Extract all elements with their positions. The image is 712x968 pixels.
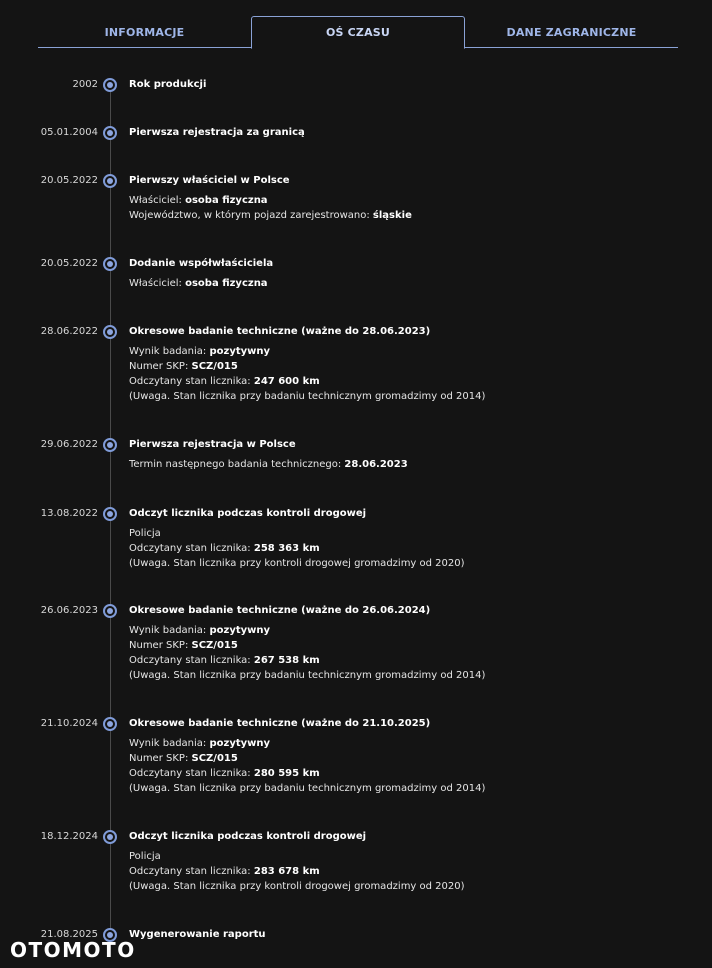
event-detail [129, 753, 238, 764]
event-detail [129, 851, 161, 862]
event-date: 29.06.2022 [40, 439, 98, 450]
tab-informacje[interactable]: INFORMACJE [104, 25, 185, 39]
detail-label: Wynik badania: [129, 625, 210, 636]
detail-value: pozytywny [209, 738, 271, 749]
event-detail [129, 670, 485, 681]
detail-label: (Uwaga. Stan licznika przy kontroli drogowej gromadzimy od 2020) [129, 881, 465, 892]
event-detail [129, 738, 270, 749]
event-title: Pierwsza rejestracja w Polsce [129, 439, 296, 450]
event-title: Okresowe badanie techniczne (ważne do 28.06.2023) [129, 326, 431, 337]
detail-value: pozytywny [209, 625, 271, 636]
detail-value: śląskie [372, 210, 412, 221]
detail-value: 28.06.2023 [344, 459, 408, 470]
timeline-dot-icon [103, 325, 117, 339]
event-detail [129, 768, 320, 779]
event-detail [129, 528, 161, 539]
timeline-dot-icon [103, 604, 117, 618]
detail-label: Właściciel: [129, 195, 186, 206]
event-title: Pierwsza rejestracja za granicą [129, 127, 305, 138]
detail-label: Odczytany stan licznika: [129, 768, 254, 779]
detail-label: Termin następnego badania technicznego: [129, 459, 345, 470]
event-detail [129, 210, 412, 221]
timeline-dot-icon [103, 830, 117, 844]
detail-value: osoba fizyczna [185, 195, 268, 206]
event-detail [129, 361, 238, 372]
event-title: Dodanie współwłaściciela [129, 258, 274, 269]
event-date: 2002 [72, 79, 98, 90]
detail-label: (Uwaga. Stan licznika przy kontroli drogowej gromadzimy od 2020) [129, 558, 465, 569]
tab-dane-zagraniczne[interactable]: DANE ZAGRANICZNE [506, 25, 637, 39]
detail-label: Wynik badania: [129, 738, 210, 749]
event-title: Wygenerowanie raportu [129, 929, 266, 940]
detail-value: SCZ/015 [191, 640, 238, 651]
event-date: 20.05.2022 [40, 175, 98, 186]
timeline-dot-icon [103, 507, 117, 521]
event-date: 05.01.2004 [40, 127, 98, 138]
detail-label: (Uwaga. Stan licznika przy badaniu technicznym gromadzimy od 2014) [129, 670, 486, 681]
detail-value: SCZ/015 [191, 753, 238, 764]
detail-label: Policja [129, 528, 161, 539]
event-date: 21.10.2024 [40, 718, 98, 729]
detail-label: Policja [129, 851, 161, 862]
detail-value: pozytywny [209, 346, 271, 357]
detail-label: Odczytany stan licznika: [129, 543, 254, 554]
event-detail [129, 391, 485, 402]
detail-label: Województwo, w którym pojazd zarejestrowano: [129, 210, 373, 221]
tab-os-czasu[interactable]: OŚ CZASU [251, 16, 465, 49]
event-detail [129, 783, 485, 794]
event-detail [129, 459, 408, 470]
detail-label: Numer SKP: [129, 361, 192, 372]
detail-label: Właściciel: [129, 278, 186, 289]
event-title: Rok produkcji [129, 79, 207, 90]
otomoto-logo: OTOMOTO [10, 938, 136, 962]
detail-value: 258 363 km [253, 543, 320, 554]
timeline-dot-icon [103, 717, 117, 731]
detail-label: Odczytany stan licznika: [129, 866, 254, 877]
timeline-dot-icon [103, 438, 117, 452]
event-detail [129, 655, 320, 666]
detail-label: Numer SKP: [129, 640, 192, 651]
event-title: Odczyt licznika podczas kontroli drogowej [129, 831, 367, 842]
detail-value: osoba fizyczna [185, 278, 268, 289]
timeline-dot-icon [103, 174, 117, 188]
detail-value: SCZ/015 [191, 361, 238, 372]
event-detail [129, 881, 465, 892]
event-date: 20.05.2022 [40, 258, 98, 269]
timeline-dot-icon [103, 126, 117, 140]
event-title: Okresowe badanie techniczne (ważne do 26.06.2024) [129, 605, 431, 616]
event-detail [129, 543, 320, 554]
detail-label: Odczytany stan licznika: [129, 376, 254, 387]
detail-label: Wynik badania: [129, 346, 210, 357]
event-title: Okresowe badanie techniczne (ważne do 21.10.2025) [129, 718, 431, 729]
event-date: 18.12.2024 [40, 831, 98, 842]
event-detail [129, 346, 270, 357]
event-date: 13.08.2022 [40, 508, 98, 519]
detail-label: (Uwaga. Stan licznika przy badaniu technicznym gromadzimy od 2014) [129, 783, 486, 794]
event-date: 28.06.2022 [40, 326, 98, 337]
event-detail [129, 625, 270, 636]
detail-label: Numer SKP: [129, 753, 192, 764]
event-title: Odczyt licznika podczas kontroli drogowej [129, 508, 367, 519]
timeline-dot-icon [103, 78, 117, 92]
detail-value: 267 538 km [253, 655, 320, 666]
detail-value: 280 595 km [253, 768, 320, 779]
event-detail [129, 278, 268, 289]
event-date: 21.08.2025 [40, 929, 98, 940]
event-title: Pierwszy właściciel w Polsce [129, 175, 290, 186]
detail-value: 247 600 km [253, 376, 320, 387]
event-detail [129, 376, 320, 387]
event-detail [129, 195, 268, 206]
detail-label: Odczytany stan licznika: [129, 655, 254, 666]
event-date: 26.06.2023 [40, 605, 98, 616]
event-detail [129, 640, 238, 651]
detail-label: (Uwaga. Stan licznika przy badaniu technicznym gromadzimy od 2014) [129, 391, 486, 402]
timeline-dot-icon [103, 257, 117, 271]
event-detail [129, 866, 320, 877]
detail-value: 283 678 km [253, 866, 320, 877]
event-detail [129, 558, 465, 569]
